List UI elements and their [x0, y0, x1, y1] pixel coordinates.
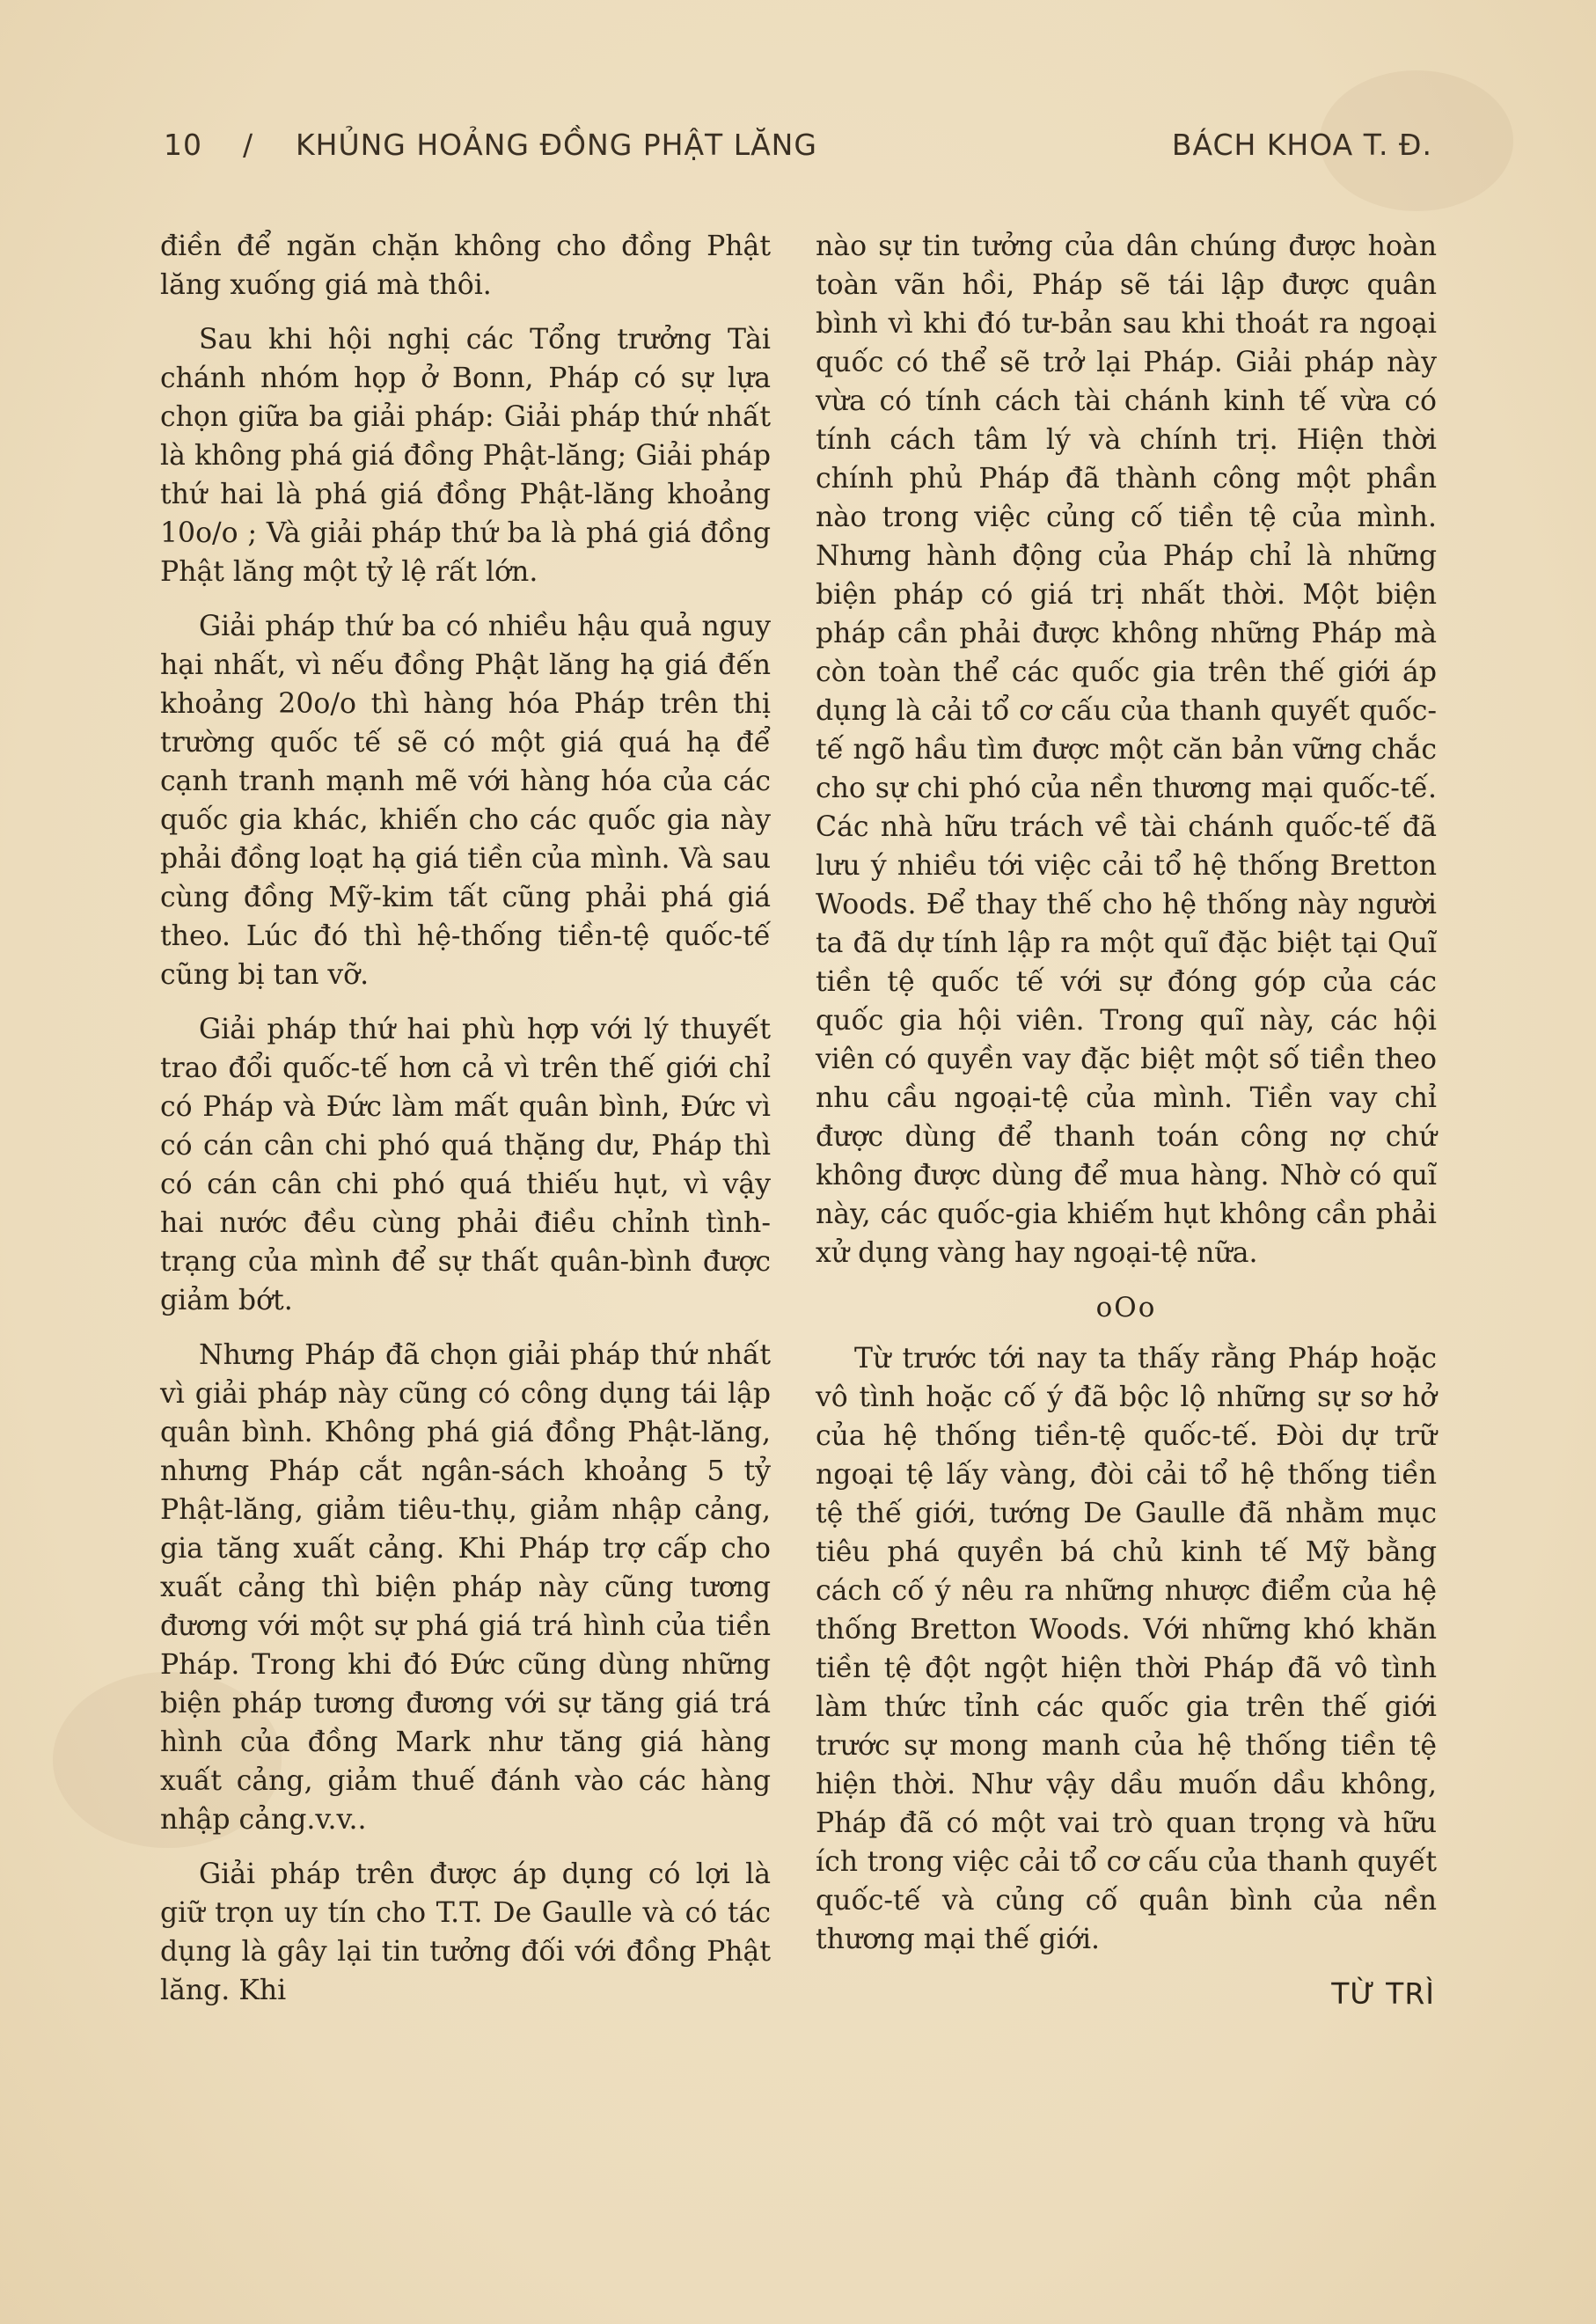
- author-signature: TỪ TRÌ: [1331, 1976, 1435, 2011]
- running-title: KHỦNG HOẢNG ĐỒNG PHẬT LĂNG: [296, 128, 817, 162]
- page-header: [164, 128, 1432, 172]
- paragraph: Sau khi hội nghị các Tổng trưởng Tài chánh nhóm họp ở Bonn, Pháp có sự lựa chọn giữa ba giải pháp: Giải pháp thứ nhất là không phá giá đồng Phật-lăng; Giải pháp thứ hai là phá giá đồng Phật-lăng khoảng 10o/o ; Và giải pháp thứ ba là phá giá đồng Phật lăng một tỷ lệ rất lớn.: [160, 324, 771, 588]
- paragraph: Giải pháp thứ hai phù hợp với lý thuyết trao đổi quốc-tế hơn cả vì trên thế giới chỉ có Pháp và Đức làm mất quân bình, Đức vì có cán cân chi phó quá thặng dư, Pháp thì có cán cân chi phó quá thiếu hụt, vì vậy hai nước đều cùng phải điều chỉnh tình-trạng của mình để sự thất quân-bình được giảm bớt.: [160, 1014, 771, 1316]
- paragraph: nào sự tin tưởng của dân chúng được hoàn toàn vãn hồi, Pháp sẽ tái lập được quân bình vì khi đó tư-bản sau khi thoát ra ngoại quốc có thể sẽ trở lại Pháp. Giải pháp này vừa có tính cách tài chánh kinh tế vừa có tính cách tâm lý và chính trị. Hiện thời chính phủ Pháp đã thành công một phần nào trong việc củng cố tiền tệ của mình. Nhưng hành động của Pháp chỉ là những biện pháp có giá trị nhất thời. Một biện pháp cần phải được không những Pháp mà còn toàn thể các quốc gia trên thế giới áp dụng là cải tổ cơ cấu của thanh quyết quốc-tế ngõ hầu tìm được một căn bản vững chắc cho sự chi phó của nền thương mại quốc-tế. Các nhà hữu trách về tài chánh quốc-tế đã lưu ý nhiều tới việc cải tổ hệ thống Bretton Woods. Để thay thế cho hệ thống này người ta đã dự tính lập ra một quĩ đặc biệt tại Quĩ tiền tệ quốc tế với sự đóng góp của các quốc gia hội viên. Trong quĩ này, các hội viên có quyền vay đặc biệt một số tiền theo nhu cầu ngoại-tệ của mình. Tiền vay chỉ được dùng để thanh toán công nợ chứ không được dùng để mua hàng. Nhờ có quĩ này, các quốc-gia khiếm hụt không cần phải xử dụng vàng hay ngoại-tệ nữa.: [816, 231, 1437, 1269]
- paragraph: Giải pháp thứ ba có nhiều hậu quả nguy hại nhất, vì nếu đồng Phật lăng hạ giá đến khoảng 20o/o thì hàng hóa Pháp trên thị trường quốc tế sẽ có một giá quá hạ để cạnh tranh mạnh mẽ với hàng hóa của các quốc gia khác, khiến cho các quốc gia này phải đồng loạt hạ giá tiền của mình. Và sau cùng đồng Mỹ-kim tất cũng phải phá giá theo. Lúc đó thì hệ-thống tiền-tệ quốc-tế cũng bị tan vỡ.: [160, 611, 771, 991]
- page-number: 10: [164, 128, 202, 162]
- section-separator: oOo: [1095, 1292, 1157, 1323]
- header-separator: /: [243, 128, 254, 162]
- left-column: [160, 227, 771, 2026]
- paragraph: Nhưng Pháp đã chọn giải pháp thứ nhất vì giải pháp này cũng có công dụng tái lập quân bình. Không phá giá đồng Phật-lăng, nhưng Pháp cắt ngân-sách khoảng 5 tỷ Phật-lăng, giảm tiêu-thụ, giảm nhập cảng, gia tăng xuất cảng. Khi Pháp trợ cấp cho xuất cảng thì biện pháp này cũng tương đương với một sự phá giá trá hình của tiền Pháp. Trong khi đó Đức cũng dùng những biện pháp tương đương với sự tăng giá trá hình của đồng Mark như tăng giá hàng xuất cảng, giảm thuế đánh vào các hàng nhập cảng.v.v..: [160, 1339, 771, 1836]
- publication-name: BÁCH KHOA T. Đ.: [1171, 128, 1432, 162]
- paragraph: điền để ngăn chặn không cho đồng Phật lăng xuống giá mà thôi.: [160, 231, 771, 301]
- right-column: [816, 227, 1437, 2013]
- paragraph: Giải pháp trên được áp dụng có lợi là giữ trọn uy tín cho T.T. De Gaulle và có tác dụng là gây lại tin tưởng đối với đồng Phật lăng. Khi: [160, 1858, 771, 2006]
- paragraph: Từ trước tới nay ta thấy rằng Pháp hoặc vô tình hoặc cố ý đã bộc lộ những sự sơ hở của hệ thống tiền-tệ quốc-tế. Đòi dự trữ ngoại tệ lấy vàng, đòi cải tổ hệ thống tiền tệ thế giới, tướng De Gaulle đã nhằm mục tiêu phá quyền bá chủ kinh tế Mỹ bằng cách cố ý nêu ra những nhược điểm của hệ thống Bretton Woods. Với những khó khăn tiền tệ đột ngột hiện thời Pháp đã vô tình làm thức tỉnh các quốc gia trên thế giới trước sự mong manh của hệ thống tiền tệ hiện thời. Như vậy dầu muốn dầu không, Pháp đã có một vai trò quan trọng và hữu ích trong việc cải tổ cơ cấu của thanh quyết quốc-tế và củng cố quân bình của nền thương mại thế giới.: [816, 1343, 1437, 1955]
